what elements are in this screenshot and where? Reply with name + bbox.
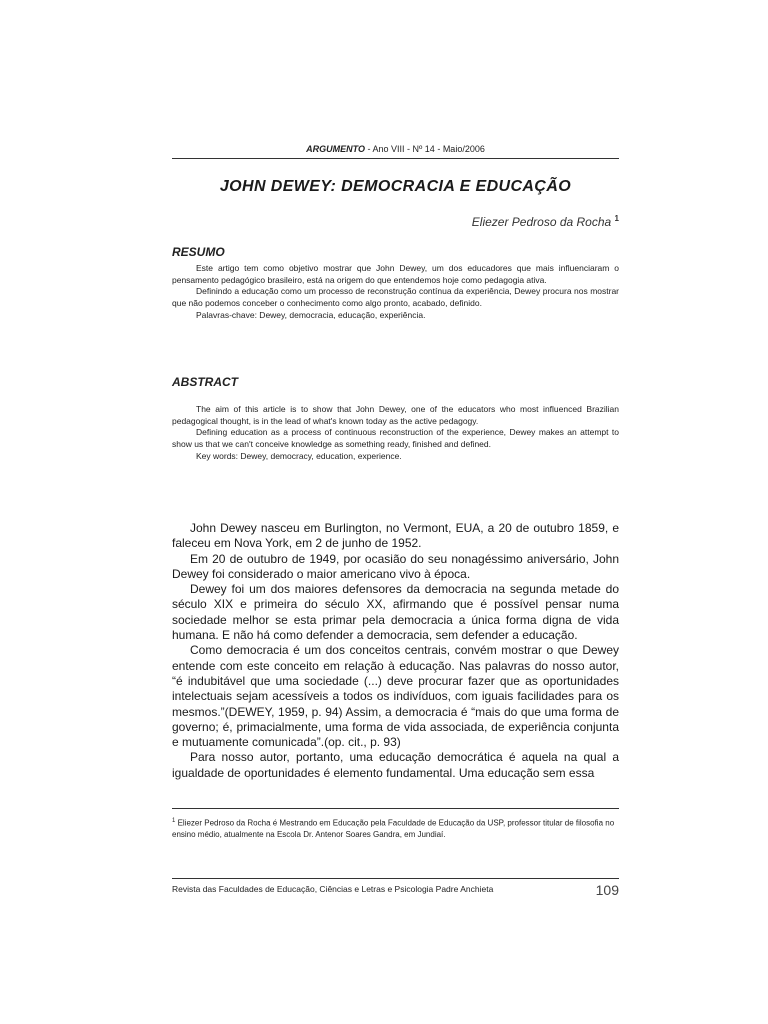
header-rule [172, 158, 619, 159]
page-number: 109 [595, 882, 619, 898]
body-paragraph: Em 20 de outubro de 1949, por ocasião do seu nonagéssimo aniversário, John Dewey foi considerado o maior americano vivo à época. [172, 551, 619, 581]
body-paragraph: Para nosso autor, portanto, uma educação democrática é aquela na qual a igualdade de oportunidades é elemento fundamental. Uma educação sem essa [172, 750, 619, 780]
footnote-rule [172, 808, 619, 809]
abstract-body [172, 404, 619, 463]
issue-info: - Ano VIII - Nº 14 - Maio/2006 [367, 144, 485, 154]
journal-name: ARGUMENTO [306, 144, 365, 154]
running-header [172, 144, 619, 154]
footnote-text: Eliezer Pedroso da Rocha é Mestrando em Educação pela Faculdade de Educação da USP, professor titular de filosofia no ensino médio, atualmente na Escola Dr. Antenor Soares Gandra, em Jundiaí. [172, 818, 615, 839]
abstract-paragraph: Defining education as a process of continuous reconstruction of the experience, Dewey makes an attempt to show us that we can't conceive knowledge as something ready, finished and defined. [172, 427, 619, 450]
author-name: Eliezer Pedroso da Rocha [471, 215, 612, 229]
abstract-paragraph: The aim of this article is to show that John Dewey, one of the educators who most influenced Brazilian pedagogical thought, is in the lead of what's known today as the active pedagogy. [172, 404, 619, 426]
resumo-heading: RESUMO [172, 245, 225, 259]
footnote [172, 816, 619, 840]
body-paragraph: Dewey foi um dos maiores defensores da democracia na segunda metade do século XIX e primeira do século XX, afirmando que é possível pensar numa sociedade melhor se esta primar pela democracia a única forma digna de vida humana. E não há como defender a democracia, sem defender a educação. [172, 582, 619, 643]
article-title: JOHN DEWEY: DEMOCRACIA E EDUCAÇÃO [219, 178, 572, 195]
resumo-paragraph: Este artigo tem como objetivo mostrar que John Dewey, um dos educadores que mais influenciaram o pensamento pedagógico brasileiro, está na origem do que entendemos hoje como pedagogia ativa. [172, 263, 619, 285]
abstract-keywords: Key words: Dewey, democracy, education, experience. [196, 450, 402, 461]
article-body [172, 521, 619, 781]
abstract-heading: ABSTRACT [172, 375, 238, 389]
resumo-body [172, 263, 619, 322]
footer-rule [172, 878, 619, 879]
resumo-paragraph: Definindo a educação como um processo de reconstrução contínua da experiência, Dewey procura nos mostrar que não podemos conceber o conhecimento como algo pronto, acabado, definido. [172, 286, 619, 309]
footer-journal-name: Revista das Faculdades de Educação, Ciências e Letras e Psicologia Padre Anchieta [172, 884, 494, 894]
footnote-marker: 1 [172, 818, 176, 824]
body-paragraph: Como democracia é um dos conceitos centrais, convém mostrar o que Dewey entende com este conceito em relação à educação. Nas palavras do nosso autor, “é indubitável que uma sociedade (...) deve procurar fazer que as oportunidades intelectuais sejam acessíveis a todos os indivíduos, com iguais facilidades para os mesmos.”(DEWEY, 1959, p. 94) Assim, a democracia é “mais do que uma forma de governo; é, primacialmente, uma forma de vida associada, de experiência conjunta e mutuamente comunicada”.(op. cit., p. 93) [172, 643, 619, 750]
body-paragraph: John Dewey nasceu em Burlington, no Vermont, EUA, a 20 de outubro 1859, e faleceu em Nova York, em 2 de junho de 1952. [172, 521, 619, 551]
resumo-keywords: Palavras-chave: Dewey, democracia, educação, experiência. [196, 309, 426, 320]
author-footnote-marker[interactable]: 1 [614, 214, 619, 223]
article-author [472, 214, 619, 229]
